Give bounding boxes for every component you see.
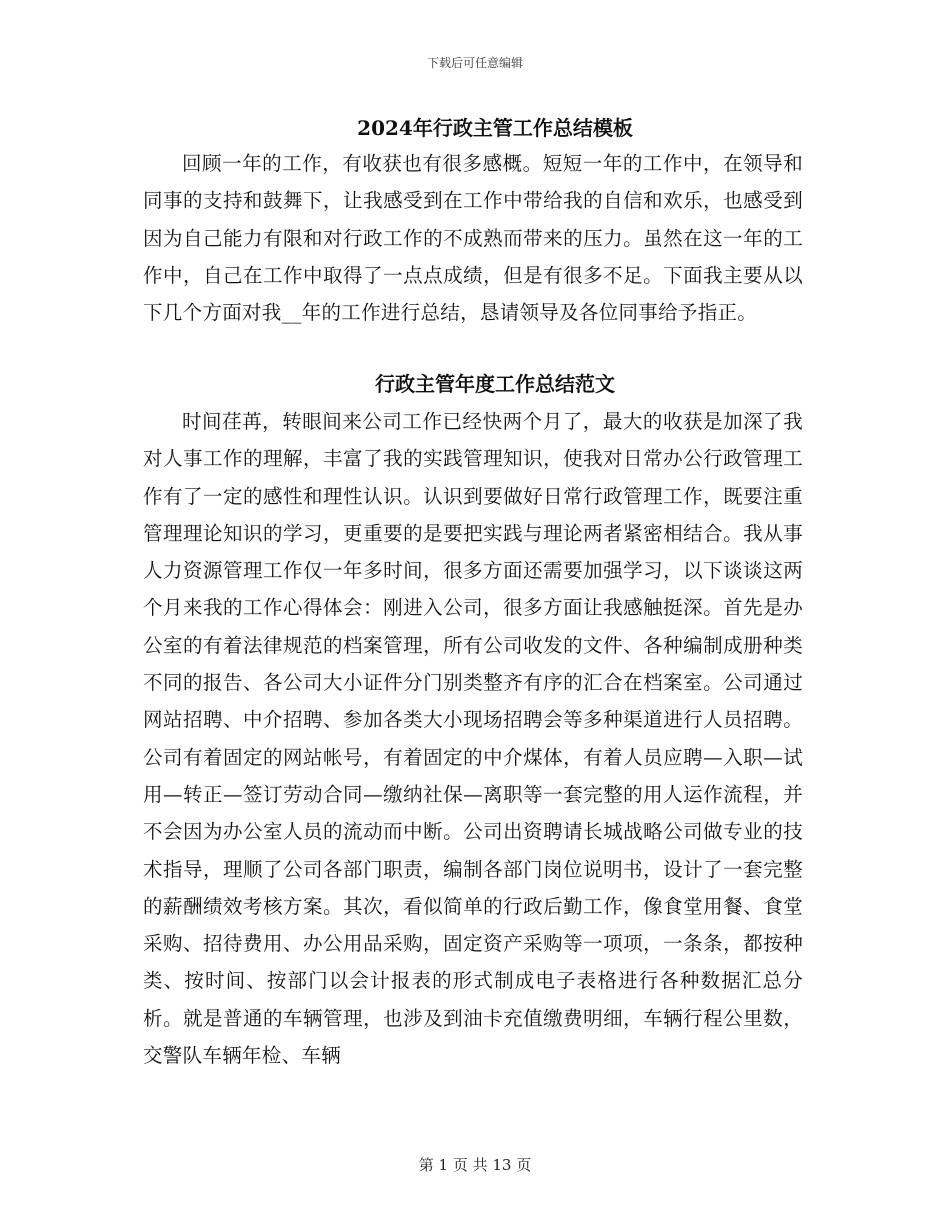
document-title: 2024年行政主管工作总结模板 (357, 116, 633, 140)
page-indicator: 第 1 页 共 13 页 (418, 1156, 532, 1174)
section-title: 行政主管年度工作总结范文 (375, 372, 615, 396)
header-note: 下载后可任意编辑 (426, 56, 523, 70)
body-paragraph: 时间荏苒，转眼间来公司工作已经快两个月了，最大的收获是加深了我对人事工作的理解，丰富了我的实践管理知识，使我对日常办公行政管理工作有了一定的感性和理性认识。认识到要做好日常行政管理工作，既要注重管理理论知识的学习，更重要的是要把实践与理论两者紧密相结合。我从事人力资源管理工作仅一年多时间，很多方面还需要加强学习，以下谈谈这两个月来我的工作心得体会：刚进入公司，很多方面让我感触挺深。首先是办公室的有着法律规范的档案管理，所有公司收发的文件、各种编制成册种类不同的报告、各公司大小证件分门别类整齐有序的汇合在档案室。公司通过网站招聘、中介招聘、参加各类大小现场招聘会等多种渠道进行人员招聘。公司有着固定的网站帐号，有着固定的中介煤体，有着人员应聘—入职—试用—转正—签订劳动合同—缴纳社保—离职等一套完整的用人运作流程，并不会因为办公室人员的流动而中断。公司出资聘请长城战略公司做专业的技术指导，理顺了公司各部门职责，编制各部门岗位说明书，设计了一套完整的薪酬绩效考核方案。其次，看似简单的行政后勤工作，像食堂用餐、食堂采购、招待费用、办公用品采购，固定资产采购等一项项，一条条，都按种类、按时间、按部门以会计报表的形式制成电子表格进行各种数据汇总分析。就是普通的车辆管理，也涉及到油卡充值缴费明细，车辆行程公里数，交警队车辆年检、车辆 (143, 410, 803, 1068)
intro-paragraph: 回顾一年的工作，有收获也有很多感概。短短一年的工作中，在领导和同事的支持和鼓舞下，让我感受到在工作中带给我的自信和欢乐，也感受到因为自己能力有限和对行政工作的不成熟而带来的压力。虽然在这一年的工作中，自己在工作中取得了一点点成绩，但是有很多不足。下面我主要从以下几个方面对我__年的工作进行总结，恳请领导及各位同事给予指正。 (143, 152, 803, 325)
